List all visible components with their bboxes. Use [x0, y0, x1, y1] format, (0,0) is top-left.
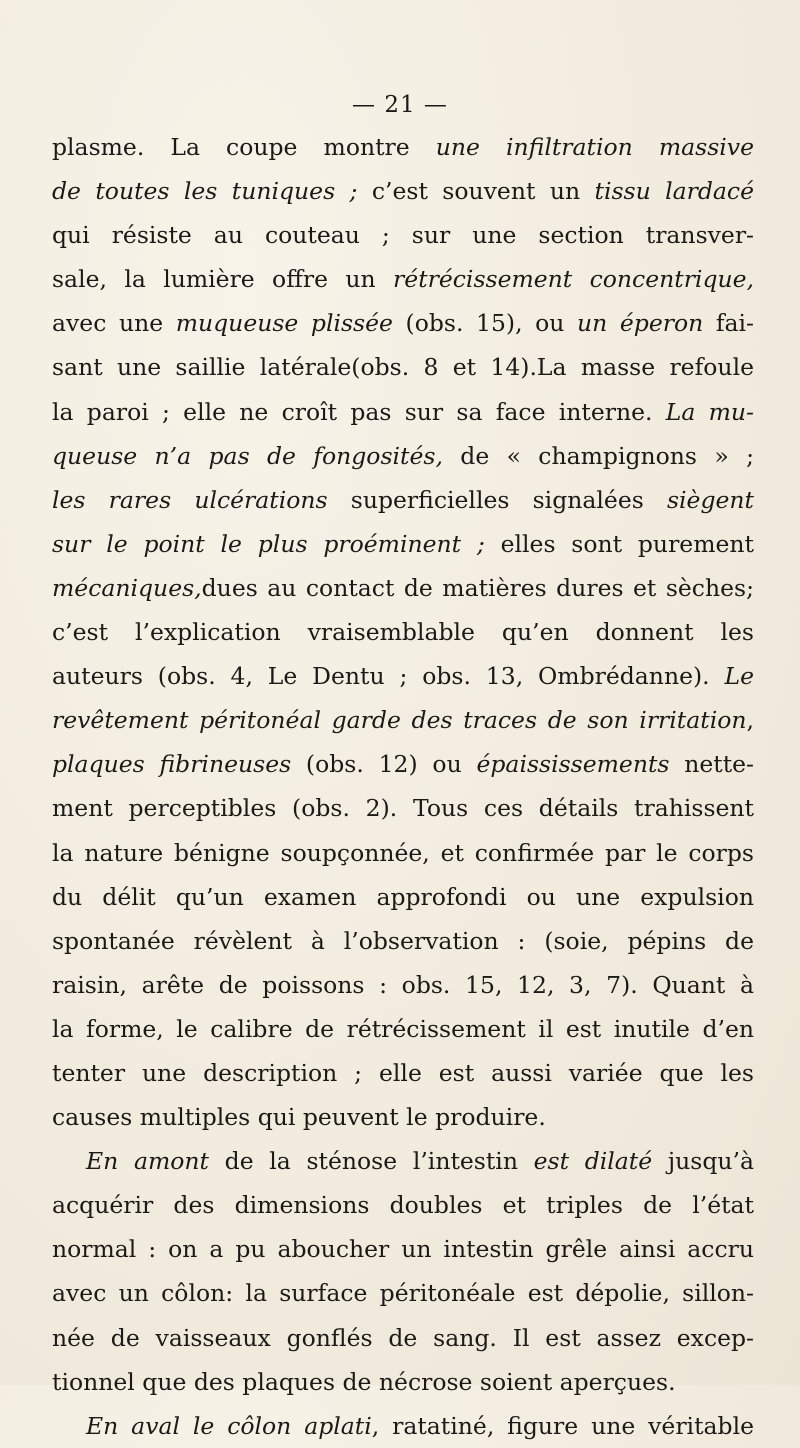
text-line — [52, 522, 754, 566]
italic-text-segment: un éperon — [577, 309, 704, 338]
text-segment: , — [746, 706, 754, 735]
text-segment: causes multiples qui peuvent le produire. — [52, 1103, 546, 1132]
text-segment: auteurs (obs. 4, Le Dentu ; obs. 13, Ombrédanne). — [52, 662, 725, 691]
italic-text-segment: queuse n’a pas de fongosités, — [52, 441, 443, 470]
text-segment: tionnel que des plaques de nécrose soient aperçues. — [52, 1367, 676, 1396]
text-line — [52, 1360, 754, 1404]
text-segment: spontanée révèlent à l’observation : (soie, pépins de — [52, 926, 754, 955]
italic-text-segment: épaississements — [476, 750, 670, 779]
text-segment: nette- — [669, 750, 754, 779]
text-line — [52, 125, 754, 169]
text-segment: de la sténose l’intestin — [208, 1147, 534, 1176]
text-line — [52, 257, 754, 301]
italic-text-segment: siègent — [666, 485, 754, 514]
text-segment: de « champignons » ; — [442, 441, 754, 470]
text-segment: jusqu’à — [652, 1147, 754, 1176]
text-segment: née de vaisseaux gonflés de sang. Il est assez excep- — [52, 1323, 754, 1352]
text-line — [52, 1316, 754, 1360]
text-line — [52, 698, 754, 742]
text-segment: c’est souvent un — [357, 177, 595, 206]
text-line — [52, 919, 754, 963]
italic-text-segment: est dilaté — [533, 1147, 653, 1176]
text-line — [52, 1007, 754, 1051]
text-segment: la paroi ; elle ne croît pas sur sa face interne. — [52, 397, 666, 426]
italic-text-segment: mécaniques, — [52, 573, 202, 602]
text-segment: (obs. 12) ou — [291, 750, 477, 779]
text-segment: acquérir des dimensions doubles et triples de l’état — [52, 1191, 754, 1220]
text-segment: c’est l’explication vraisemblable qu’en donnent les — [52, 618, 754, 647]
text-line — [52, 742, 754, 786]
italic-text-segment: La mu- — [665, 397, 754, 426]
text-segment: dues au contact de matières dures et sèches; — [201, 573, 754, 602]
text-segment: , ratatiné, figure une véritable — [371, 1411, 754, 1440]
text-segment: (obs. 15), ou — [392, 309, 578, 338]
italic-text-segment: sur le point le plus proéminent ; — [52, 529, 485, 558]
text-line — [52, 345, 754, 389]
text-segment: raisin, arête de poissons : obs. 15, 12, 3, 7). Quant à — [52, 970, 754, 999]
text-segment: ment perceptibles (obs. 2). Tous ces détails trahissent — [52, 794, 754, 823]
body-text — [52, 125, 754, 1448]
text-segment: elles sont purement — [484, 529, 754, 558]
text-line — [52, 1139, 754, 1183]
text-line — [52, 1095, 754, 1139]
text-segment: tenter une description ; elle est aussi variée que les — [52, 1058, 754, 1087]
italic-text-segment: rétrécissement concentrique, — [393, 265, 755, 294]
text-line — [52, 1183, 754, 1227]
text-line — [52, 875, 754, 919]
text-segment: la nature bénigne soupçonnée, et confirmée par le corps — [52, 838, 754, 867]
text-line — [52, 169, 754, 213]
italic-text-segment: En amont — [86, 1147, 209, 1176]
italic-text-segment: tissu lardacé — [594, 177, 754, 206]
page-number: — 21 — — [352, 92, 448, 118]
italic-text-segment: Le — [724, 662, 754, 691]
text-segment: avec une — [52, 309, 176, 338]
text-line — [52, 1051, 754, 1095]
text-line — [52, 213, 754, 257]
text-line — [52, 786, 754, 830]
text-segment: fai- — [703, 309, 755, 338]
text-line — [52, 478, 754, 522]
text-segment: avec un côlon: la surface péritonéale est dépolie, sillon- — [52, 1279, 754, 1308]
text-segment: superficielles signalées — [327, 485, 667, 514]
text-segment: sant une saillie latérale(obs. 8 et 14).La masse refoule — [52, 353, 754, 382]
text-line — [52, 610, 754, 654]
text-line — [52, 434, 754, 478]
text-line — [52, 566, 754, 610]
italic-text-segment: les rares ulcérations — [52, 485, 328, 514]
italic-text-segment: une infiltration massive — [435, 133, 754, 161]
text-line — [52, 1271, 754, 1315]
text-segment: la forme, le calibre de rétrécissement il est inutile d’en — [52, 1014, 754, 1043]
italic-text-segment: muqueuse plissée — [175, 309, 393, 338]
italic-text-segment: revêtement péritonéal garde des traces de son irritation — [52, 706, 747, 735]
italic-text-segment: de toutes les tuniques ; — [52, 177, 358, 206]
text-segment: du délit qu’un examen approfondi ou une expulsion — [52, 882, 754, 911]
text-segment: plasme. La coupe montre — [52, 133, 436, 161]
text-segment: normal : on a pu aboucher un intestin grêle ainsi accru — [52, 1235, 754, 1264]
italic-text-segment: plaques fibrineuses — [52, 750, 292, 779]
text-line — [52, 1227, 754, 1271]
text-line — [52, 301, 754, 345]
text-line — [52, 390, 754, 434]
text-segment: qui résiste au couteau ; sur une section transver- — [52, 221, 754, 250]
text-line — [52, 654, 754, 698]
text-line — [52, 1404, 754, 1448]
text-line — [52, 963, 754, 1007]
text-line — [52, 831, 754, 875]
italic-text-segment: En aval le côlon aplati — [86, 1411, 372, 1440]
text-segment: sale, la lumière offre un — [52, 265, 394, 294]
